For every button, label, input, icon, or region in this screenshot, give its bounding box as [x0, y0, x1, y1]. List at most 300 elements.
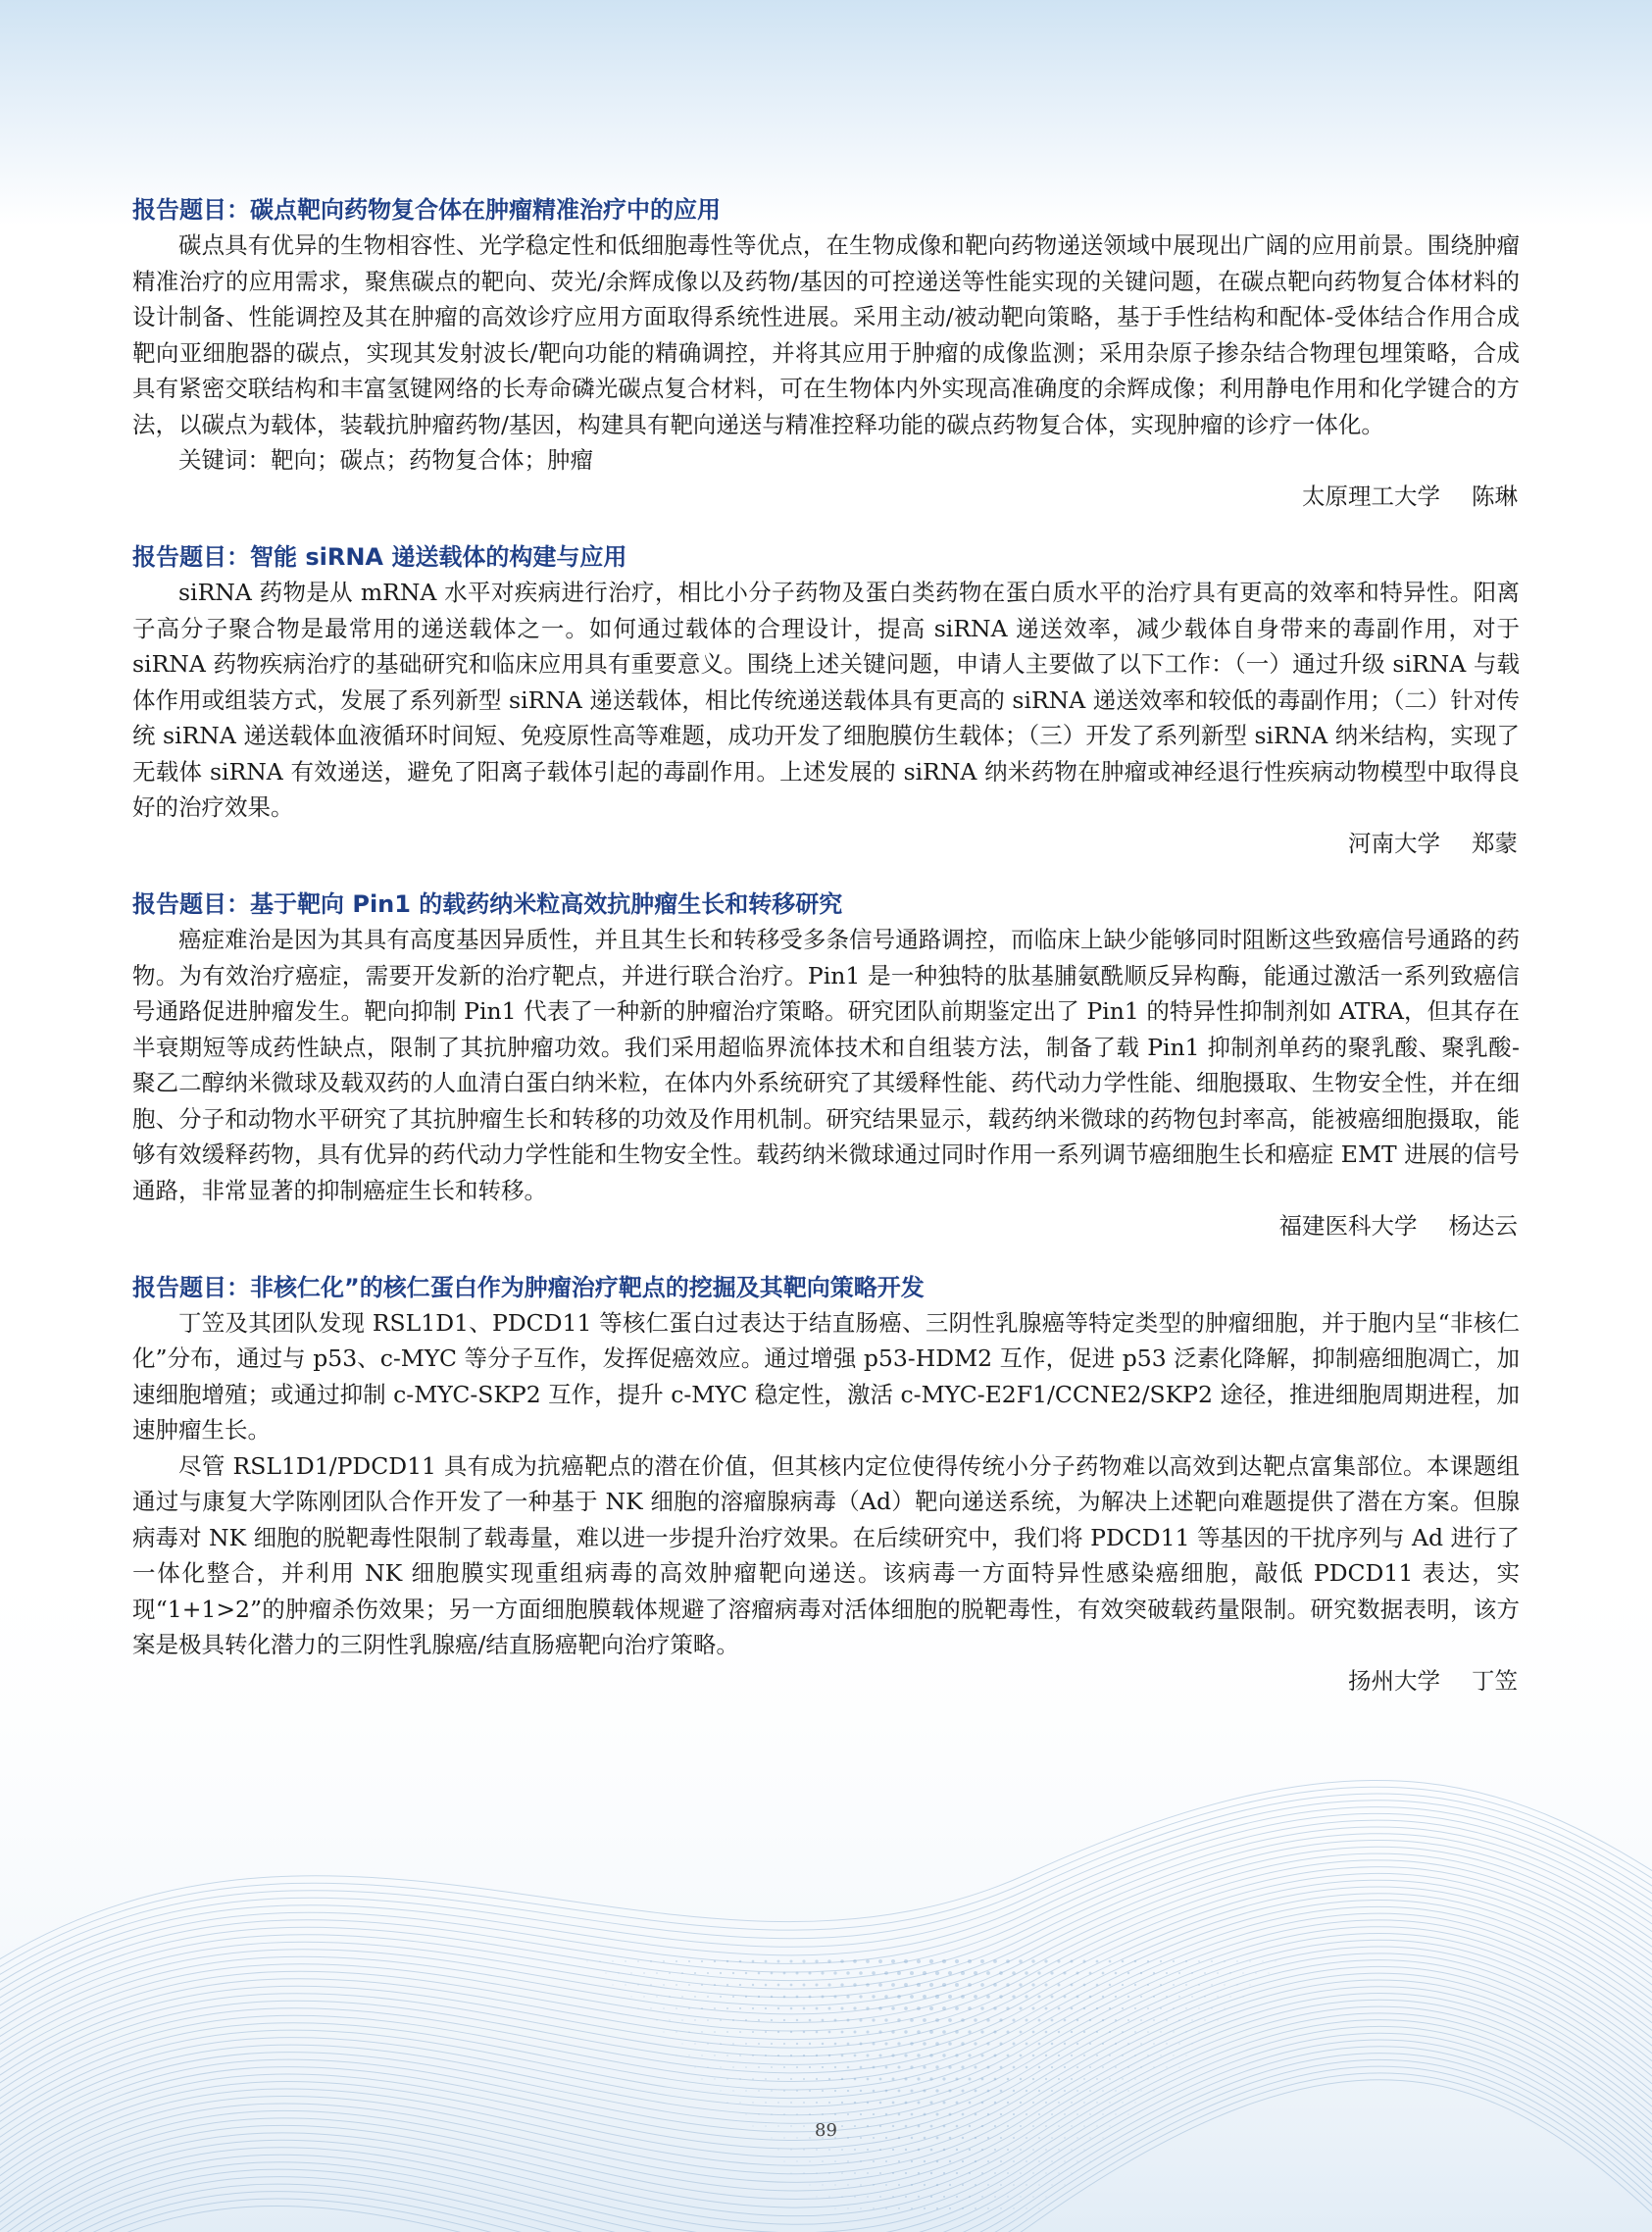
- dot-pattern: [1122, 2078, 1123, 2079]
- dot-pattern: [1242, 1996, 1243, 1997]
- dot-pattern: [1051, 2090, 1053, 2092]
- dot-pattern: [1007, 2149, 1009, 2151]
- dot-pattern: [1031, 1983, 1034, 1986]
- dot-pattern: [771, 2043, 773, 2045]
- dot-pattern: [1007, 2031, 1010, 2034]
- dot-pattern: [1020, 2102, 1022, 2104]
- dot-pattern: [935, 1995, 939, 1999]
- dot-pattern: [1013, 2043, 1016, 2046]
- dot-pattern: [1160, 2054, 1161, 2055]
- dot-pattern: [930, 2196, 932, 2198]
- dot-pattern: [1249, 1984, 1250, 1985]
- dot-pattern: [676, 1960, 677, 1962]
- dot-pattern: [688, 2031, 689, 2032]
- dot-pattern: [1204, 2019, 1205, 2020]
- dot-pattern: [981, 2172, 983, 2174]
- dot-pattern: [955, 2030, 958, 2033]
- dot-pattern: [1026, 2090, 1027, 2092]
- dot-pattern: [949, 2207, 951, 2209]
- dot-pattern: [1058, 2007, 1061, 2010]
- dot-pattern: [726, 1984, 728, 1986]
- dot-pattern: [1071, 2054, 1073, 2056]
- dot-pattern: [656, 1972, 658, 1974]
- dot-pattern: [650, 2007, 651, 2008]
- dot-pattern: [765, 2078, 767, 2080]
- dot-pattern: [1217, 2019, 1218, 2020]
- dot-pattern: [1160, 1984, 1162, 1986]
- author-name: 丁笠: [1472, 1666, 1518, 1695]
- dot-pattern: [986, 1995, 990, 1999]
- author-name: 陈琳: [1472, 482, 1518, 510]
- dot-pattern: [917, 1983, 921, 1987]
- dot-pattern: [949, 2184, 951, 2186]
- dot-pattern: [1127, 2019, 1129, 2021]
- dot-pattern: [1032, 2078, 1034, 2080]
- dot-pattern: [867, 2078, 870, 2081]
- dot-pattern: [918, 2149, 921, 2152]
- dot-pattern: [885, 2113, 887, 2115]
- dot-pattern: [999, 2018, 1002, 2021]
- dot-pattern: [994, 2054, 997, 2057]
- dot-pattern: [840, 2006, 843, 2009]
- dot-pattern: [980, 2054, 983, 2056]
- dot-pattern: [1173, 2054, 1174, 2055]
- dot-pattern: [809, 2160, 810, 2161]
- dot-pattern: [1089, 2090, 1091, 2092]
- dot-pattern: [816, 2149, 818, 2151]
- dot-pattern: [980, 1983, 984, 1987]
- dot-pattern: [1185, 1984, 1187, 1986]
- dot-pattern: [803, 2054, 805, 2056]
- dot-pattern: [968, 2030, 971, 2033]
- dot-pattern: [834, 2113, 836, 2115]
- dot-pattern: [867, 2172, 869, 2174]
- dot-pattern: [942, 2030, 946, 2034]
- dot-pattern: [732, 2043, 734, 2045]
- dot-pattern: [816, 2054, 818, 2056]
- dot-pattern: [1013, 2207, 1014, 2208]
- dot-pattern: [1045, 2078, 1047, 2080]
- dot-pattern: [1236, 1984, 1237, 1985]
- dot-pattern: [859, 1995, 862, 1998]
- dot-pattern: [841, 2054, 844, 2057]
- dot-pattern: [929, 2077, 932, 2080]
- dot-pattern: [846, 1971, 849, 1974]
- dot-pattern: [1134, 2102, 1135, 2103]
- report-keywords: 关键词：靶向；碳点；药物复合体；肿瘤: [178, 446, 593, 474]
- dot-pattern: [1038, 2184, 1039, 2185]
- dot-pattern: [758, 2090, 759, 2091]
- dot-pattern: [714, 1984, 716, 1986]
- dot-pattern: [1204, 1996, 1205, 1997]
- dot-pattern: [968, 2006, 972, 2010]
- dot-pattern: [867, 2102, 869, 2104]
- dot-pattern: [1019, 1983, 1022, 1986]
- dot-pattern: [1115, 1972, 1118, 1975]
- dot-pattern: [975, 2184, 976, 2186]
- dot-pattern: [1140, 1972, 1142, 1974]
- dot-pattern: [1198, 2031, 1199, 2032]
- dot-pattern: [625, 1960, 626, 1961]
- dot-pattern: [1115, 2043, 1117, 2045]
- dot-pattern: [1020, 2031, 1023, 2034]
- dot-pattern: [969, 2149, 971, 2151]
- report-affiliation: [132, 479, 1520, 515]
- dot-pattern: [917, 2054, 920, 2056]
- dot-pattern: [726, 2007, 728, 2009]
- dot-pattern: [935, 2018, 939, 2022]
- report-abstract: siRNA 药物是从 mRNA 水平对疾病进行治疗，相比小分子药物及蛋白类药物在蛋白质水平的治疗具有更高的效率和特异性。阳离子高分子聚合物是最常用的递送载体之一。如何通过载体的合理设计，提高 siRNA 递送效率，减少载体自身带来的毒副作用，对于 siRNA 药物疾病治疗的基础研究和临床应用具有重要意义。围绕上述关键问题，申请人主要做了以下工作：（一）通过升级 siRNA 与载体作用或组装方式，发展了系列新型 siRNA 递送载体，相比传统递送载体具有更高的 siRNA 递送效率和较低的毒副作用；（二）针对传统 siRNA 递送载体血液循环时间短、免疫原性高等难题，成功开发了细胞膜仿生载体；（三）开发了系列新型 siRNA 纳米结构，实现了无载体 siRNA 有效递送，避免了阳离子载体引起的毒副作用。上述发展的 siRNA 纳米药物在肿瘤或神经退行性疾病动物模型中取得良好的治疗效果。: [132, 579, 1520, 821]
- dot-pattern: [1127, 2090, 1128, 2091]
- dot-pattern: [1173, 2007, 1175, 2009]
- dot-pattern: [822, 2160, 823, 2161]
- dot-pattern: [1096, 1960, 1099, 1963]
- dot-pattern: [1051, 2184, 1052, 2185]
- dot-pattern: [949, 2113, 952, 2116]
- dot-pattern: [847, 2113, 849, 2115]
- dot-pattern: [1071, 2031, 1073, 2033]
- dot-pattern: [834, 2090, 836, 2092]
- dot-pattern: [777, 2007, 779, 2009]
- dot-pattern: [892, 2078, 895, 2081]
- dot-pattern: [1115, 2019, 1117, 2021]
- dot-pattern: [1013, 2160, 1015, 2162]
- dot-pattern: [847, 2066, 850, 2069]
- dot-pattern: [1191, 1972, 1193, 1974]
- dot-pattern: [771, 1996, 773, 1998]
- dot-pattern: [1134, 2007, 1136, 2009]
- dot-pattern: [981, 2196, 983, 2198]
- dot-pattern: [936, 2207, 938, 2209]
- dot-pattern: [943, 2102, 946, 2105]
- dot-pattern: [765, 1960, 768, 1963]
- dot-pattern: [777, 2149, 778, 2150]
- dot-pattern: [1242, 1972, 1243, 1973]
- dot-pattern: [821, 1971, 824, 1974]
- dot-pattern: [1089, 2019, 1091, 2021]
- report-title: 报告题目：非核仁化”的核仁蛋白作为肿瘤治疗靶点的挖掘及其靶向策略开发: [132, 1273, 925, 1301]
- dot-pattern: [918, 2102, 921, 2105]
- dot-pattern: [790, 2078, 792, 2080]
- dot-pattern: [1178, 1996, 1180, 1998]
- dot-pattern: [942, 1983, 946, 1987]
- dot-pattern: [994, 2078, 997, 2081]
- dot-pattern: [777, 2031, 779, 2033]
- dot-pattern: [955, 1959, 959, 1963]
- dot-pattern: [1102, 1972, 1105, 1975]
- dot-pattern: [790, 2172, 791, 2173]
- dot-pattern: [841, 2078, 843, 2080]
- dot-pattern: [1000, 2090, 1003, 2093]
- dot-pattern: [1224, 2007, 1225, 2008]
- dot-pattern: [1038, 2090, 1040, 2092]
- dot-pattern: [809, 2113, 811, 2115]
- dot-pattern: [910, 2065, 913, 2068]
- dot-pattern: [860, 2066, 863, 2069]
- dot-pattern: [1076, 1972, 1079, 1975]
- dot-pattern: [752, 1960, 755, 1963]
- dot-pattern: [694, 2066, 695, 2067]
- dot-pattern: [1140, 2090, 1141, 2091]
- dot-pattern: [942, 2054, 945, 2056]
- dot-pattern: [1037, 1971, 1040, 1974]
- dot-pattern: [1012, 1995, 1015, 1998]
- dot-pattern: [681, 1972, 683, 1974]
- dot-pattern: [1211, 2007, 1212, 2008]
- dot-pattern: [911, 2113, 914, 2116]
- dot-pattern: [892, 2149, 894, 2151]
- dot-pattern: [948, 2065, 951, 2068]
- dot-pattern: [783, 1996, 786, 1999]
- dot-pattern: [1109, 2102, 1110, 2103]
- dot-pattern: [935, 2042, 939, 2046]
- dot-pattern: [884, 1971, 888, 1975]
- dot-pattern: [987, 2184, 989, 2186]
- dot-pattern: [790, 2031, 792, 2033]
- dot-pattern: [783, 2090, 785, 2092]
- dot-pattern: [924, 2160, 926, 2162]
- dot-pattern: [1173, 1960, 1175, 1962]
- dot-pattern: [854, 2102, 856, 2104]
- dot-pattern: [1020, 2054, 1023, 2057]
- dot-pattern: [1038, 2066, 1040, 2068]
- dot-pattern: [1038, 2207, 1039, 2208]
- author-name: 郑蒙: [1472, 829, 1518, 857]
- dot-pattern: [910, 1971, 914, 1975]
- dot-pattern: [650, 1960, 652, 1962]
- dot-pattern: [968, 1959, 972, 1963]
- dot-pattern: [1064, 2043, 1066, 2045]
- dot-pattern: [752, 2078, 754, 2080]
- dot-pattern: [688, 2007, 690, 2009]
- dot-pattern: [1045, 2196, 1046, 2197]
- dot-pattern: [1096, 2054, 1098, 2056]
- dot-pattern: [1089, 2043, 1091, 2045]
- dot-pattern: [969, 2078, 972, 2081]
- dot-pattern: [1211, 1984, 1212, 1985]
- dot-pattern: [878, 1983, 882, 1987]
- dot-pattern: [1160, 2007, 1162, 2009]
- dot-pattern: [833, 1995, 836, 1998]
- dot-pattern: [961, 2018, 965, 2022]
- dot-pattern: [1089, 1972, 1092, 1975]
- dot-pattern: [663, 2031, 664, 2032]
- dot-pattern: [1147, 1984, 1149, 1986]
- dot-pattern: [758, 2043, 760, 2045]
- dot-pattern: [630, 1996, 631, 1997]
- dot-pattern: [929, 2101, 932, 2104]
- dot-pattern: [923, 2089, 926, 2092]
- dot-pattern: [904, 2054, 907, 2056]
- dot-pattern: [1191, 1996, 1193, 1998]
- dot-pattern: [846, 1995, 849, 1998]
- dot-pattern: [758, 2113, 759, 2114]
- dot-pattern: [1275, 1960, 1276, 1961]
- dot-pattern: [948, 2089, 951, 2092]
- dot-pattern: [1076, 2113, 1078, 2115]
- dot-pattern: [1102, 2090, 1104, 2092]
- dot-pattern: [612, 1960, 613, 1961]
- dot-pattern: [1058, 1984, 1061, 1987]
- dot-pattern: [1025, 1995, 1027, 1998]
- dot-pattern: [860, 2043, 863, 2046]
- dot-pattern: [853, 2006, 856, 2009]
- dot-pattern: [701, 2054, 702, 2055]
- dot-pattern: [981, 2078, 984, 2081]
- dot-pattern: [745, 2043, 747, 2045]
- dot-pattern: [1229, 1996, 1230, 1997]
- dot-pattern: [1083, 2149, 1084, 2150]
- dot-pattern: [637, 2007, 638, 2008]
- dot-pattern: [1064, 2160, 1065, 2161]
- dot-pattern: [765, 1984, 768, 1987]
- dot-pattern: [720, 2043, 722, 2045]
- dot-pattern: [1051, 2113, 1053, 2115]
- dot-pattern: [1083, 2078, 1085, 2080]
- report-affiliation: [132, 826, 1520, 862]
- dot-pattern: [694, 2043, 695, 2044]
- dot-pattern: [1012, 2018, 1015, 2021]
- dot-pattern: [892, 2102, 895, 2105]
- dot-pattern: [1000, 2160, 1002, 2162]
- dot-pattern: [923, 2042, 926, 2046]
- dot-pattern: [987, 2160, 989, 2162]
- dot-pattern: [834, 2043, 837, 2046]
- dot-pattern: [956, 2102, 959, 2105]
- dot-pattern: [853, 1983, 856, 1986]
- dot-pattern: [701, 2007, 703, 2009]
- dot-pattern: [904, 2030, 907, 2033]
- dot-pattern: [1140, 2066, 1141, 2067]
- dot-pattern: [1109, 1960, 1112, 1963]
- dot-pattern: [1032, 2031, 1035, 2034]
- dot-pattern: [822, 2184, 823, 2185]
- dot-pattern: [1058, 2054, 1060, 2056]
- dot-pattern: [980, 2006, 983, 2009]
- dot-pattern: [1185, 2054, 1186, 2055]
- dot-pattern: [1096, 2078, 1098, 2080]
- dot-pattern: [841, 2172, 843, 2174]
- dot-pattern: [860, 2090, 862, 2092]
- dot-pattern: [956, 2196, 958, 2198]
- dot-pattern: [904, 1983, 908, 1987]
- dot-pattern: [930, 2149, 933, 2152]
- dot-pattern: [694, 2019, 695, 2020]
- dot-pattern: [1096, 2031, 1098, 2033]
- dot-pattern: [986, 2042, 989, 2045]
- dot-pattern: [1050, 1971, 1053, 1974]
- dot-pattern: [854, 2078, 857, 2081]
- dot-pattern: [714, 2054, 715, 2055]
- dot-pattern: [943, 2149, 946, 2152]
- dot-pattern: [1020, 2078, 1022, 2080]
- dot-pattern: [1045, 2102, 1047, 2104]
- dot-pattern: [847, 2019, 850, 2022]
- dot-pattern: [961, 1995, 965, 1999]
- dot-pattern: [955, 2077, 958, 2080]
- dot-pattern: [816, 2196, 817, 2197]
- dot-pattern: [1122, 1960, 1125, 1963]
- dot-pattern: [910, 1995, 914, 1999]
- dot-pattern: [1153, 2019, 1155, 2021]
- dot-pattern: [1127, 1996, 1129, 1998]
- dot-pattern: [707, 2066, 708, 2067]
- dot-pattern: [739, 1984, 741, 1986]
- institution: 太原理工大学: [1302, 482, 1440, 510]
- dot-pattern: [796, 1972, 799, 1975]
- dot-pattern: [1198, 1984, 1200, 1986]
- dot-pattern: [816, 2172, 817, 2173]
- dot-pattern: [866, 2006, 869, 2009]
- dot-pattern: [1096, 1984, 1099, 1987]
- dot-pattern: [783, 2160, 784, 2161]
- dot-pattern: [999, 1971, 1003, 1975]
- dot-pattern: [688, 1984, 690, 1986]
- dot-pattern: [885, 2207, 887, 2209]
- dot-pattern: [707, 1996, 709, 1998]
- dot-pattern: [1051, 2019, 1054, 2022]
- dot-pattern: [841, 2149, 843, 2151]
- dot-pattern: [1147, 2031, 1149, 2033]
- dot-pattern: [841, 2196, 842, 2197]
- dot-pattern: [866, 1983, 870, 1987]
- dot-pattern: [1032, 2149, 1034, 2151]
- dot-pattern: [962, 2113, 965, 2116]
- dot-pattern: [974, 2065, 976, 2068]
- dot-pattern: [828, 2031, 831, 2034]
- dot-pattern: [969, 2172, 971, 2174]
- dot-pattern: [1032, 2172, 1033, 2173]
- dot-pattern: [1026, 2019, 1028, 2022]
- page-number: 89: [815, 2120, 837, 2141]
- dot-pattern: [827, 1983, 830, 1986]
- dot-pattern: [993, 2030, 996, 2033]
- dot-pattern: [822, 2113, 824, 2115]
- dot-pattern: [1166, 2019, 1168, 2021]
- dot-pattern: [936, 2184, 938, 2186]
- dot-pattern: [1160, 2031, 1161, 2032]
- dot-pattern: [1013, 2090, 1015, 2092]
- dot-pattern: [745, 1996, 747, 1998]
- dot-pattern: [860, 2160, 862, 2162]
- dot-pattern: [1147, 1960, 1149, 1962]
- dot-pattern: [942, 2006, 946, 2010]
- dot-pattern: [815, 1959, 818, 1962]
- dot-pattern: [923, 1971, 926, 1975]
- dot-pattern: [929, 2006, 933, 2010]
- dot-pattern: [1224, 1960, 1226, 1962]
- dot-pattern: [828, 2149, 830, 2151]
- dot-pattern: [707, 1972, 709, 1974]
- dot-pattern: [701, 1984, 703, 1986]
- dot-pattern: [1127, 2043, 1129, 2045]
- dot-pattern: [974, 1995, 977, 1999]
- dot-pattern: [885, 2090, 888, 2093]
- dot-pattern: [688, 2054, 689, 2055]
- dot-pattern: [1102, 2113, 1103, 2114]
- dot-pattern: [796, 2066, 798, 2068]
- dot-pattern: [643, 1996, 644, 1997]
- dot-pattern: [1262, 1960, 1263, 1961]
- dot-pattern: [1147, 2078, 1148, 2079]
- dot-pattern: [714, 2031, 716, 2033]
- dot-pattern: [873, 2207, 874, 2208]
- dot-pattern: [771, 1972, 774, 1975]
- dot-pattern: [765, 2031, 767, 2033]
- dot-pattern: [987, 2090, 990, 2093]
- report-title: 报告题目：基于靶向 Pin1 的载药纳米粒高效抗肿瘤生长和转移研究: [132, 890, 843, 918]
- dot-pattern: [808, 1971, 811, 1974]
